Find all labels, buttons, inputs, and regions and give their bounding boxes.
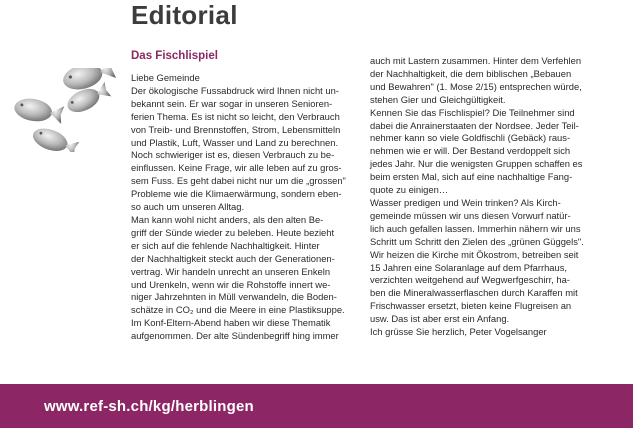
text-line: Kennen Sie das Fischlispiel? Die Teilnehmer sind [370, 106, 575, 118]
text-line: usw. Das ist aber erst ein Anfang. [370, 313, 510, 325]
silver-fish-crackers-icon [10, 68, 122, 152]
text-line: er sich auf die fehlende Nachhaltigkeit. Hinter [131, 239, 320, 251]
text-line: der Nachhaltigkeit steckt auch der Generationen- [131, 252, 335, 264]
article-column-right [370, 55, 614, 339]
text-line: und Bewahren" (1. Mose 2/15) entsprechen würde, [370, 80, 582, 92]
text-line: nehmer kann so viele Goldfischli (Gebäck) raus- [370, 132, 571, 144]
text-line: auch mit Lastern zusammen. Hinter dem Verfehlen [370, 55, 582, 66]
text-line: 15 Jahren eine Solaranlage auf dem Pfarrhaus, [370, 261, 568, 273]
text-line: ben die Mineralwasserflaschen durch Karaffen mit [370, 287, 578, 299]
footer-url-link[interactable]: www.ref-sh.ch/kg/herblingen [44, 398, 254, 415]
text-line: Im Konf-Eltern-Abend haben wir diese Thematik [131, 317, 331, 329]
text-line: Noch schwieriger ist es, diesen Verbrauch zu be- [131, 149, 335, 161]
text-line: jedes Jahr. Nur die wenigsten Gruppen schaffen es [370, 158, 583, 170]
text-line: so auch um unseren Alltag. [131, 201, 245, 213]
text-line: beim ersten Mal, sich auf eine nachhaltige Fang- [370, 171, 573, 183]
footer-bar [0, 384, 633, 428]
text-line: Frischwasser ersetzt, bieten keine Flugreisen an [370, 300, 572, 312]
text-line: Der ökologische Fussabdruck wird Ihnen nicht un- [131, 84, 339, 96]
text-line: Schritt um Schritt den Zielen des „grünen Güggels". [370, 235, 584, 247]
text-line: verzichten weitgehend auf Wegwerfgeschirr, ha- [370, 274, 570, 286]
text-line: vertrag. Wir handeln unrecht an unseren Enkeln [131, 265, 331, 277]
text-line: schätze in CO₂ und die Meere in eine Plastiksuppe. [131, 304, 345, 316]
text-line: einflussen. Keine Frage, wir alle leben auf zu gros- [131, 162, 342, 174]
text-line: aufgenommen. Der alte Sündenbegriff hing immer [131, 330, 339, 342]
text-line: und Plastik, Luft, Wasser und Land zu berechnen. [131, 136, 339, 148]
page-title: Editorial [131, 0, 238, 30]
text-line: von Treib- und Brennstoffen, Strom, Lebensmitteln [131, 123, 341, 135]
text-line: bekannt sein. Er war sogar in unseren Senioren- [131, 97, 333, 109]
text-line: Liebe Gemeinde [131, 72, 200, 83]
text-line: gemeinde müssen wir uns diesen Vorwurf natür- [370, 209, 571, 221]
text-line: Wasser predigen und Wein trinken? Als Kirch- [370, 196, 561, 208]
text-line: ferien Thema. Es ist nicht so leicht, den Verbrauch [131, 110, 340, 122]
text-line: stehen Gier und Gleichgültigkeit. [370, 93, 506, 105]
article-title: Das Fischlispiel [131, 50, 218, 62]
article-column-left [131, 72, 353, 343]
text-line: Wir heizen die Kirche mit Ökostrom, betreiben seit [370, 248, 579, 260]
text-line: lich auch gefallen lassen. Immerhin nähern wir uns [370, 222, 581, 234]
text-line: und Urenkeln, wenn wir die Rohstoffe innert we- [131, 278, 331, 290]
text-line: nehmen wie er will. Der Bestand verdoppelt sich [370, 145, 571, 157]
text-line: Man kann wohl nicht anders, als den alten Be- [131, 213, 324, 225]
text-line: quote zu einigen… [370, 184, 449, 196]
text-line: sem Fuss. Es geht dabei nicht nur um die „grossen" [131, 175, 346, 187]
text-line: der Nachhaltigkeit, die dem biblischen „Bebauen [370, 67, 572, 79]
text-line: Probleme wie die Klimaerwärmung, sondern eben- [131, 188, 342, 200]
text-line: griff der Sünde wieder zu beleben. Heute bezieht [131, 226, 335, 238]
signature-line: Ich grüsse Sie herzlich, Peter Vogelsanger [370, 326, 547, 338]
text-line: niger Jahrzehnten in Müll verwandeln, die Boden- [131, 291, 337, 303]
text-line: dabei die Anrainerstaaten der Nordsee. Jeder Teil- [370, 119, 579, 131]
